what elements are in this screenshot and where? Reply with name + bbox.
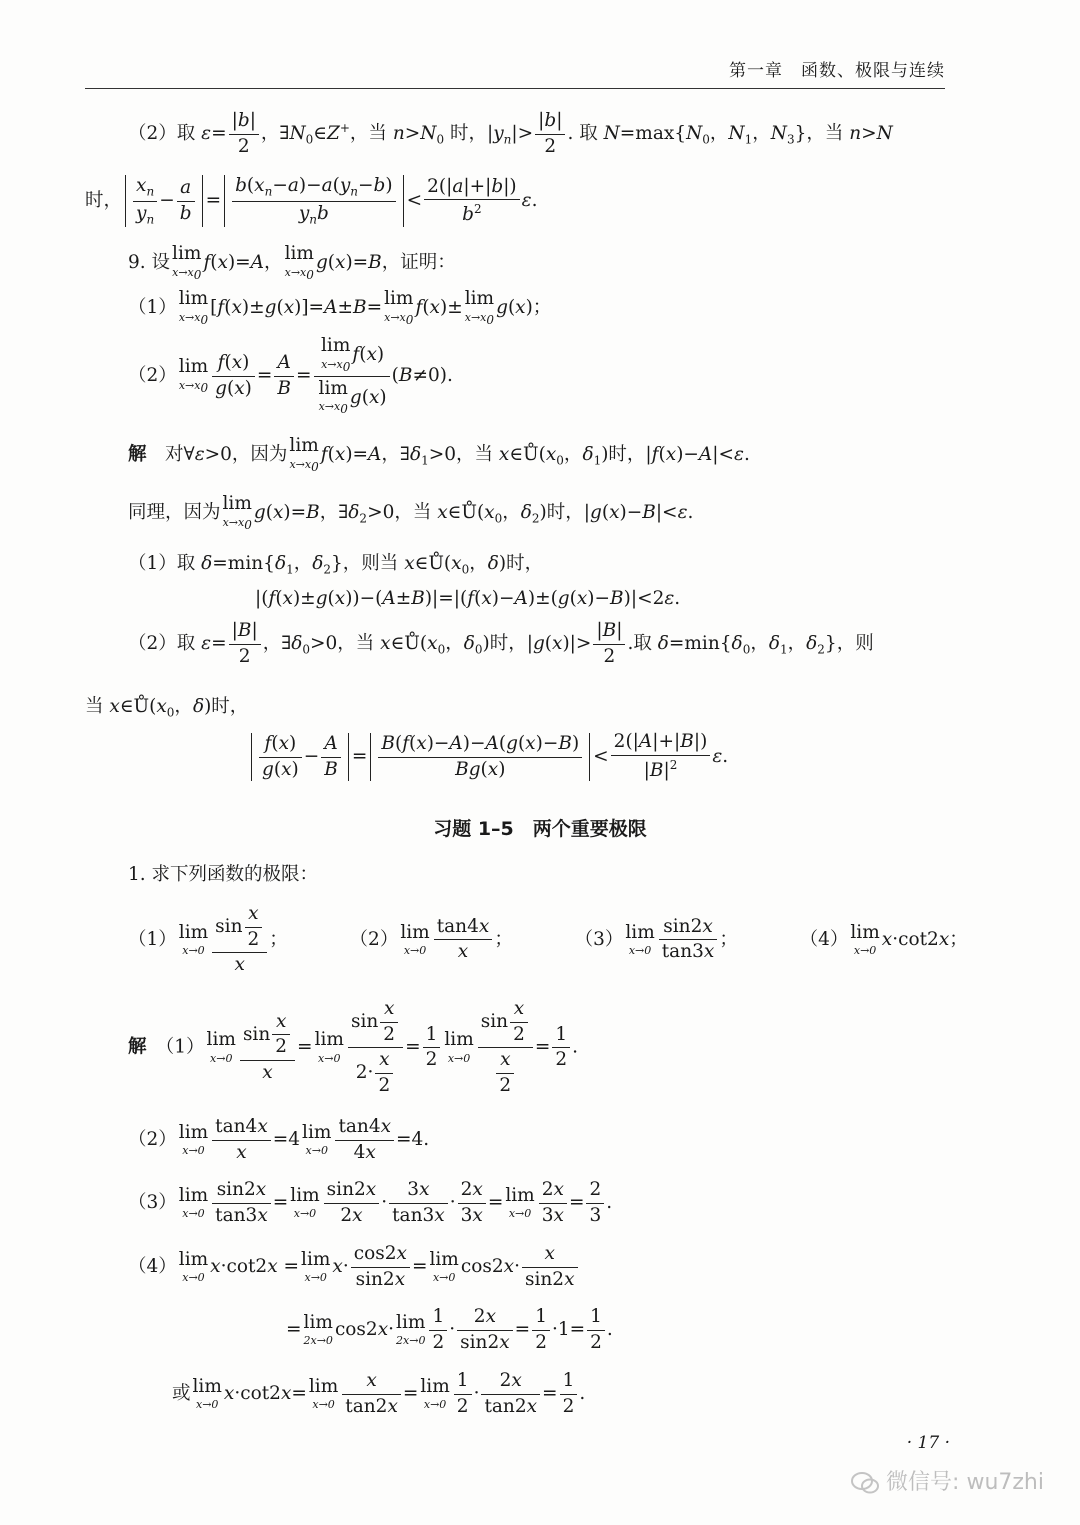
chapter-title: 第一章 函数、极限与连续 — [729, 61, 945, 81]
ex1-sol4b: = lim 2x→0 cos2x· lim 2x→0 $\frac{1}{2}$ · $\frac{2x}{\sin 2x}$ = $\frac{1}{2}$ ·1= $\frac{1}{2}$ . — [286, 1306, 613, 1353]
ex1-sol4c: 或 lim x→0 x·cot2x= lim x→0 $\frac{x}{\tan 2x}$ = lim x→0 $\frac{1}{2}$ · $\frac{2x}{\tan 2x}$ = $\frac{1}{2}$ . — [172, 1370, 586, 1417]
running-header — [85, 46, 945, 89]
ex1-sol1: 解 （1） lim x→0 sin $\frac{x}{2}$ x = lim x→0 sin $\frac{x}{2}$ 2· $\frac{x}{2}$ = $\frac{1}{2}$ lim x→0 sin $\frac{x}{2}$ $\frac{x}{2}$ = $\frac{1}{2}$ . — [128, 998, 579, 1096]
ex1-sol3: （3） lim x→0 $\frac{\sin 2x}{\tan 3x}$ = lim x→0 $\frac{\sin 2x}{2x}$ · $\frac{3x}{\tan 3x}$ · $\frac{2x}{3x}$ = lim x→0 $\frac{2x}{3x}$ = $\frac{2}{3}$ . — [128, 1179, 613, 1226]
wechat-icon — [850, 1471, 880, 1495]
p9-sol6: 当 $x\in Ů(x_0$，δ)时， — [85, 696, 249, 720]
ex1-sol4a: （4） lim x→0 x·cot2x = lim x→0 x· $\frac{\cos 2x}{\sin 2x}$ = lim x→0 cos2x· $\frac{x}{\sin 2x}$ — [128, 1245, 580, 1289]
page-number: · 17 · — [906, 1433, 950, 1453]
p8-line2: 时， $\frac{x_n}{y_n}$ − $\frac{a}{b}$ = $\frac{b(x_n-a)-a(y_n-b)}{y_nb}$ < $\frac{2(|a|+|b|)}{b^2}$ ε. — [85, 175, 538, 227]
p9-sol1: 解 对∀ε>0，因为 lim $x\to x_0$ f(x)=A，$\exists\delta_1>0$，当 $x\in Ů(x_0$，$\delta_1$)时，|f(x)−A|<ε. — [128, 435, 750, 474]
ex1-parts: （1） lim x→0 sin $\frac{x}{2}$ x ； （2） lim x→0 $\frac{\tan 4x}{x}$ ； （3） lim x→0 $\frac{\sin 2x}{\tan 3x}$ ； （4） lim x→0 x·cot2x； — [128, 903, 968, 975]
p9-sol2: 同理，因为 lim $x\to x_0$ g(x)=B，$\exists\delta_2>0$，当 $x\in Ů(x_0$，$\delta_2$)时，|g(x)−B|<ε. — [128, 493, 694, 532]
p9-sol3: （1）取 $\delta=\min\{\delta_1$，$\delta_2$}，则当 $x\in Ů(x_0$，δ)时， — [128, 553, 544, 577]
ex1-stem: 1. 求下列函数的极限： — [128, 864, 319, 885]
p9-stem: 9. 设 lim $x\to x_0$ f(x)=A， lim $x\to x_0$ g(x)=B，证明： — [128, 243, 456, 282]
watermark-text: 微信号: wu7zhi — [886, 1470, 1044, 1495]
section-title: 习题 1–5 两个重要极限 — [433, 818, 647, 840]
p9-sol4: |(f(x)±g(x))−(A±B)|=|(f(x)−A)±(g(x)−B)|<2ε. — [255, 588, 681, 609]
ex1-sol2: （2） lim x→0 $\frac{\tan 4x}{x}$ =4 lim x→0 $\frac{\tan 4x}{4x}$ =4. — [128, 1116, 430, 1163]
p9-part2: （2） lim $x\to x_0$ $\frac{f(x)}{g(x)}$ = $\frac{A}{B}$ = lim $x\to x_0$ f(x) lim $x\to x_0$ g(x) (B≠0). — [128, 335, 453, 417]
p9-sol5: （2）取 ε= $\frac{|B|}{2}$ ，$\exists\delta_0>0$，当 $x\in Ů(x_0$，$\delta_0$)时，|g(x)|> $\frac{|B|}{2}$ .取 $\delta=\min\{\delta_0$，$\delta_1$，$\delta_2$}，则 — [128, 620, 874, 667]
p9-sol7: $\frac{f(x)}{g(x)}$ − $\frac{A}{B}$ = $\frac{B(f(x)-A)-A(g(x)-B)}{Bg(x)}$ < $\frac{2(|A|+|B|)}{|B|^2}$ ε. — [248, 733, 728, 781]
watermark — [850, 1465, 1044, 1496]
p8-line1: （2）取 ε= $\frac{|b|}{2}$ ，$\exists N_0\in Z^+$，当 $n>N_0$ 时，$|y_n|>$ $\frac{|b|}{2}$ . 取 $N=\max\{N_0$，$N_1$，$N_3$}，当 n>N — [128, 110, 893, 157]
p9-part1: （1） lim $x\to x_0$ [f(x)±g(x)]=A±B= lim $x\to x_0$ f(x)± lim $x\to x_0$ g(x)； — [128, 288, 552, 327]
